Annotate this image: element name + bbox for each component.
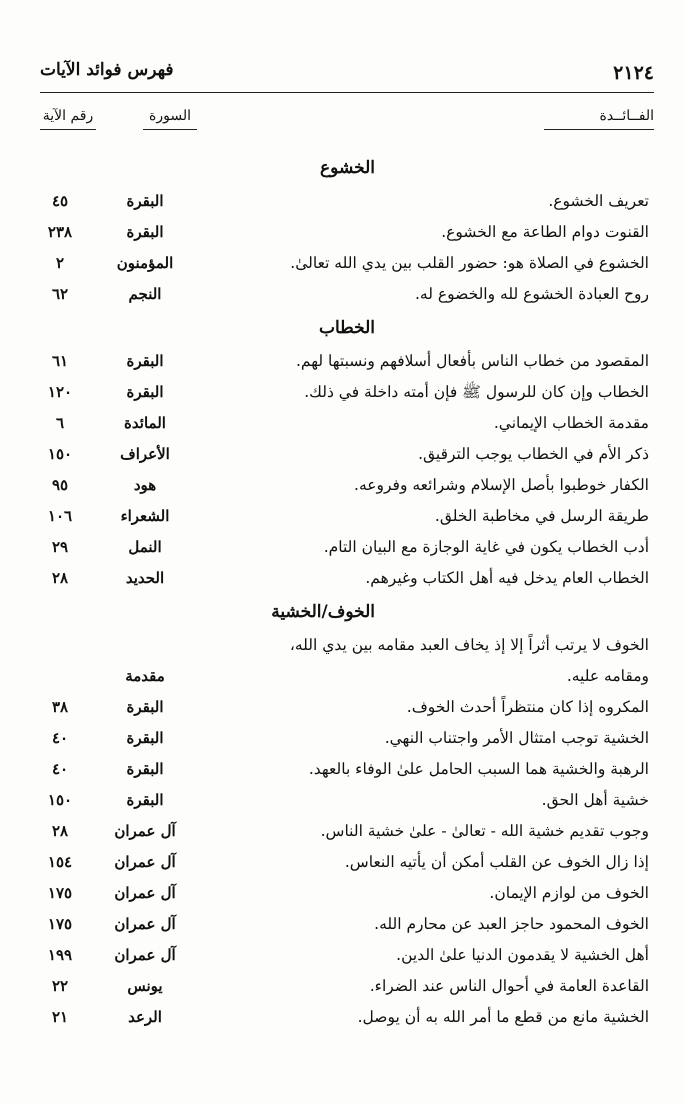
index-entry-row [0, 563, 684, 594]
entry-ayah-number: ٣٨ [51, 698, 69, 716]
entry-ayah-number: ٢٣٨ [47, 223, 73, 241]
entry-surah: الأعراف [120, 445, 170, 463]
index-entry-row [0, 661, 684, 692]
entry-benefit: خشية أهل الحق. [541, 791, 649, 809]
entry-ayah-number: ٢٩ [51, 538, 69, 556]
entry-surah: النمل [128, 538, 162, 556]
entry-ayah-number: ١٧٥ [47, 915, 73, 933]
entry-benefit: القاعدة العامة في أحوال الناس عند الضراء. [369, 977, 649, 995]
entry-benefit: ذكر الأم في الخطاب يوجب الترقيق. [418, 445, 649, 463]
index-entry-row [0, 186, 684, 217]
index-entry-row [0, 692, 684, 723]
index-entry-row [0, 1002, 684, 1033]
entry-ayah-number: ١٥٠ [47, 791, 73, 809]
entry-benefit: روح العبادة الخشوع لله والخضوع له. [415, 285, 649, 303]
index-entry-row [0, 630, 684, 661]
entry-ayah-number: ٤٠ [51, 729, 69, 747]
entry-ayah-number: ٢١ [51, 1008, 69, 1026]
index-entry-row [0, 248, 684, 279]
index-entry-row [0, 346, 684, 377]
entry-benefit: أدب الخطاب يكون في غاية الوجازة مع البيان التام. [323, 538, 649, 556]
column-header-surah: السورة [135, 108, 205, 124]
entry-surah: البقرة [126, 698, 164, 716]
entry-ayah-number: ٢٢ [51, 977, 69, 995]
entry-benefit: الخوف المحمود حاجز العبد عن محارم الله. [374, 915, 649, 933]
entry-benefit: المقصود من خطاب الناس بأفعال أسلافهم ونسبتها لهم. [295, 352, 649, 370]
entry-ayah-number: ١٥٠ [47, 445, 73, 463]
entry-ayah-number: ١٢٠ [47, 383, 73, 401]
entry-benefit: الرهبة والخشية هما السبب الحامل علىٰ الوفاء بالعهد. [308, 760, 649, 778]
entry-benefit: الخشية مانع من قطع ما أمر الله به أن يوصل. [357, 1008, 649, 1026]
index-entry-row [0, 377, 684, 408]
entry-benefit: المكروه إذا كان منتظراً أحدث الخوف. [406, 698, 649, 716]
entry-ayah-number: ٢٨ [51, 822, 69, 840]
entry-benefit: الكفار خوطبوا بأصل الإسلام وشرائعه وفروعه. [354, 476, 649, 494]
index-entry-row [0, 878, 684, 909]
column-header-benefit: الفــائــدة [544, 108, 654, 124]
entry-surah: النجم [128, 285, 162, 303]
entry-surah: البقرة [126, 192, 164, 210]
page-number: ٢١٢٤ [613, 62, 654, 84]
entry-surah: الرعد [128, 1008, 162, 1026]
index-entry-row [0, 408, 684, 439]
entry-benefit: الخشوع في الصلاة هو: حضور القلب بين يدي الله تعالىٰ. [290, 254, 649, 272]
entry-surah: المؤمنون [116, 254, 174, 272]
entry-benefit: إذا زال الخوف عن القلب أمكن أن يأتيه النعاس. [344, 853, 649, 871]
entry-benefit: الخشية توجب امتثال الأمر واجتناب النهي. [384, 729, 649, 747]
entry-ayah-number: ٢ [55, 254, 65, 272]
entry-surah: الشعراء [120, 507, 170, 525]
index-entry-row [0, 439, 684, 470]
section-title: الخطاب [318, 318, 375, 338]
entry-ayah-number: ٦٢ [51, 285, 69, 303]
entry-ayah-number: ١٧٥ [47, 884, 73, 902]
entry-surah: مقدمة [125, 667, 165, 685]
entry-ayah-number: ٢٨ [51, 569, 69, 587]
index-entry-row [0, 501, 684, 532]
index-entry-row [0, 532, 684, 563]
entry-ayah-number: ٦١ [51, 352, 69, 370]
index-entry-row [0, 847, 684, 878]
index-entry-row [0, 723, 684, 754]
entry-benefit: الخطاب العام يدخل فيه أهل الكتاب وغيرهم. [365, 569, 649, 587]
entry-surah: هود [133, 476, 157, 494]
entry-surah: آل عمران [114, 853, 176, 871]
entry-benefit: القنوت دوام الطاعة مع الخشوع. [441, 223, 649, 241]
entry-surah: البقرة [126, 223, 164, 241]
index-entry-row [0, 470, 684, 501]
index-entry-row [0, 940, 684, 971]
book-title: فهرس فوائد الآيات [40, 60, 174, 80]
entry-benefit: الخطاب وإن كان للرسول ﷺ فإن أمته داخلة في ذلك. [304, 383, 649, 401]
index-entry-row [0, 909, 684, 940]
entry-benefit: ومقامه عليه. [566, 667, 649, 685]
entry-surah: آل عمران [114, 884, 176, 902]
entry-surah: آل عمران [114, 946, 176, 964]
entry-surah: البقرة [126, 729, 164, 747]
index-entry-row [0, 279, 684, 310]
entry-surah: البقرة [126, 383, 164, 401]
index-entry-row [0, 785, 684, 816]
entry-ayah-number: ١٥٤ [47, 853, 73, 871]
entry-surah: يونس [127, 977, 163, 995]
column-header-ayah: رقم الآية [38, 108, 98, 124]
entry-surah: البقرة [126, 760, 164, 778]
entry-surah: آل عمران [114, 822, 176, 840]
entry-ayah-number: ١٩٩ [47, 946, 73, 964]
entry-surah: البقرة [126, 352, 164, 370]
entry-benefit: وجوب تقديم خشية الله - تعالىٰ - علىٰ خشية الناس. [320, 822, 649, 840]
entry-benefit: طريقة الرسل في مخاطبة الخلق. [434, 507, 649, 525]
entry-benefit: تعريف الخشوع. [548, 192, 649, 210]
index-entry-row [0, 816, 684, 847]
entry-benefit: الخوف من لوازم الإيمان. [489, 884, 649, 902]
index-entry-row [0, 754, 684, 785]
entry-surah: الحديد [125, 569, 165, 587]
entry-surah: المائدة [124, 414, 166, 432]
entry-surah: البقرة [126, 791, 164, 809]
entry-ayah-number: ٩٥ [51, 476, 69, 494]
entry-ayah-number: ٦ [55, 414, 65, 432]
entry-benefit: مقدمة الخطاب الإيماني. [493, 414, 649, 432]
entry-benefit: الخوف لا يرتب أثراً إلا إذ يخاف العبد مقامه بين يدي الله، [289, 636, 649, 654]
entry-ayah-number: ١٠٦ [47, 507, 73, 525]
entry-benefit: أهل الخشية لا يقدمون الدنيا علىٰ الدين. [396, 946, 649, 964]
index-entry-row [0, 971, 684, 1002]
index-entry-row [0, 217, 684, 248]
entry-ayah-number: ٤٠ [51, 760, 69, 778]
section-title: الخوف/الخشية [271, 602, 375, 622]
entry-surah: آل عمران [114, 915, 176, 933]
entry-ayah-number: ٤٥ [51, 192, 69, 210]
index-content [0, 150, 684, 1033]
running-header [40, 58, 654, 93]
section-title: الخشوع [320, 158, 375, 178]
